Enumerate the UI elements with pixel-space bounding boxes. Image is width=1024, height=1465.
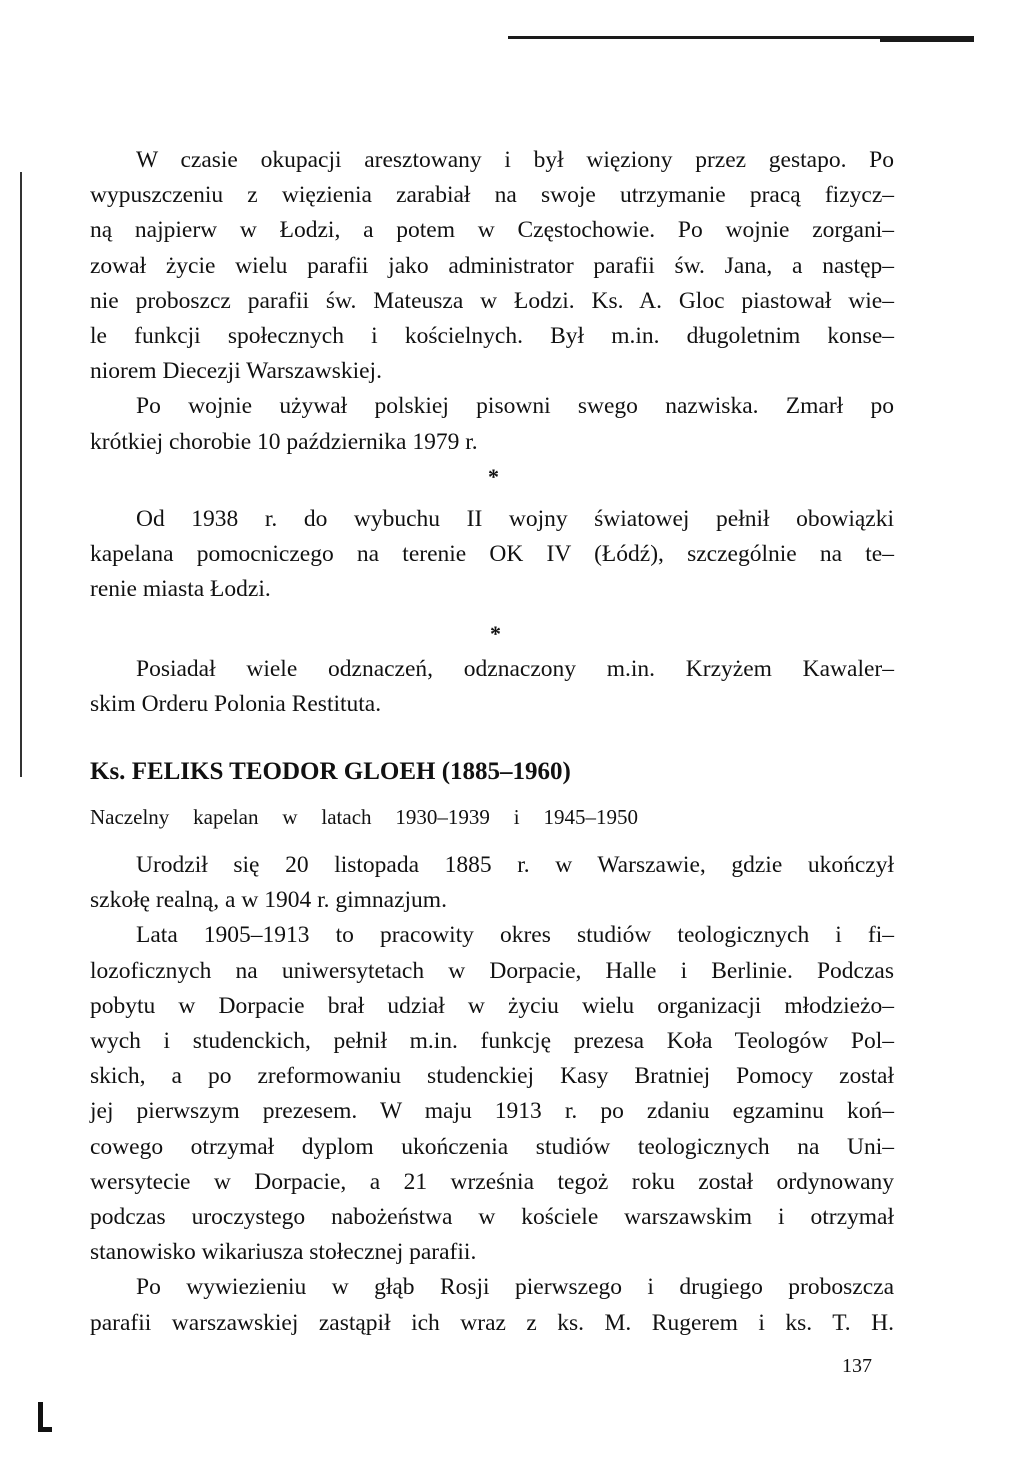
- text-line: renie miasta Łodzi.: [90, 576, 271, 603]
- section-separator: *: [490, 621, 501, 646]
- text-line: wersytecie w Dorpacie, a 21 września tegoż roku został ordynowany: [90, 1168, 894, 1195]
- text-line: kapelana pomocniczego na terenie OK IV (Łódź), szczególnie na te–: [90, 541, 894, 568]
- paragraph-block-occupation: [90, 143, 894, 460]
- paragraph-block-chaplain: [90, 502, 894, 608]
- text-line: W czasie okupacji aresztowany i był więziony przez gestapo. Po: [136, 147, 894, 173]
- text-line: niorem Diecezji Warszawskiej.: [90, 358, 382, 385]
- heading-prefix: Ks.: [90, 758, 126, 785]
- text-line: lozoficznych na uniwersytetach w Dorpacie, Halle i Berlinie. Podczas: [90, 957, 894, 984]
- text-line: le funkcji społecznych i kościelnych. Był m.in. długoletnim konse–: [90, 323, 894, 350]
- text-line: krótkiej chorobie 10 października 1979 r.: [90, 428, 478, 455]
- text-line: Po wojnie używał polskiej pisowni swego nazwiska. Zmarł po: [136, 393, 894, 420]
- text-line: Lata 1905–1913 to pracowity okres studiów teologicznych i fi–: [136, 922, 894, 949]
- text-line: pobytu w Dorpacie brał udział w życiu wielu organizacji młodzieżo–: [90, 992, 894, 1019]
- left-margin-rule: [20, 172, 22, 777]
- biography-subheading: Naczelny kapelan w latach 1930–1939 i 1945–1950: [90, 805, 638, 829]
- page-number: 137: [842, 1355, 872, 1377]
- text-line: szkołę realną, a w 1904 r. gimnazjum.: [90, 887, 447, 914]
- text-line: nie proboszcz parafii św. Mateusza w Łodzi. Ks. A. Gloc piastował wie–: [90, 287, 894, 314]
- text-line: cowego otrzymał dyplom ukończenia studiów teologicznych na Uni–: [90, 1133, 894, 1160]
- biography-heading: [90, 758, 571, 786]
- text-line: ną najpierw w Łodzi, a potem w Częstochowie. Po wojnie zorgani–: [90, 217, 894, 244]
- text-line: Urodził się 20 listopada 1885 r. w Warszawie, gdzie ukończył: [136, 852, 894, 878]
- text-line: podczas uroczystego nabożeństwa w kościele warszawskim i otrzymał: [90, 1204, 894, 1231]
- text-line: zował życie wielu parafii jako administrator parafii św. Jana, a następ–: [90, 252, 894, 279]
- text-line: Po wywiezieniu w głąb Rosji pierwszego i drugiego proboszcza: [136, 1274, 894, 1301]
- text-line: skim Orderu Polonia Restituta.: [90, 691, 382, 718]
- text-line: Posiadał wiele odznaczeń, odznaczony m.in. Krzyżem Kawaler–: [136, 656, 894, 682]
- text-line: wypuszczeniu z więzienia zarabiał na swoje utrzymanie pracą fizycz–: [90, 182, 894, 209]
- heading-name: FELIKS TEODOR GLOEH (1885–1960): [131, 758, 571, 785]
- text-line: wych i studenckich, pełnił m.in. funkcję prezesa Koła Teologów Pol–: [90, 1028, 894, 1055]
- text-line: parafii warszawskiej zastąpił ich wraz z ks. M. Rugerem i ks. T. H.: [90, 1309, 894, 1336]
- paragraph-block-biography: [90, 848, 894, 1341]
- text-line: stanowisko wikariusza stołecznej parafii.: [90, 1239, 477, 1266]
- corner-crop-mark: [38, 1402, 52, 1432]
- text-line: jej pierwszym prezesem. W maju 1913 r. po zdaniu egzaminu koń–: [90, 1098, 894, 1125]
- section-separator: *: [488, 464, 499, 489]
- paragraph-block-awards: [90, 652, 894, 722]
- top-rule-accent: [880, 36, 974, 42]
- text-line: Od 1938 r. do wybuchu II wojny światowej pełnił obowiązki: [136, 506, 894, 532]
- text-line: skich, a po zreformowaniu studenckiej Kasy Bratniej Pomocy został: [90, 1063, 894, 1090]
